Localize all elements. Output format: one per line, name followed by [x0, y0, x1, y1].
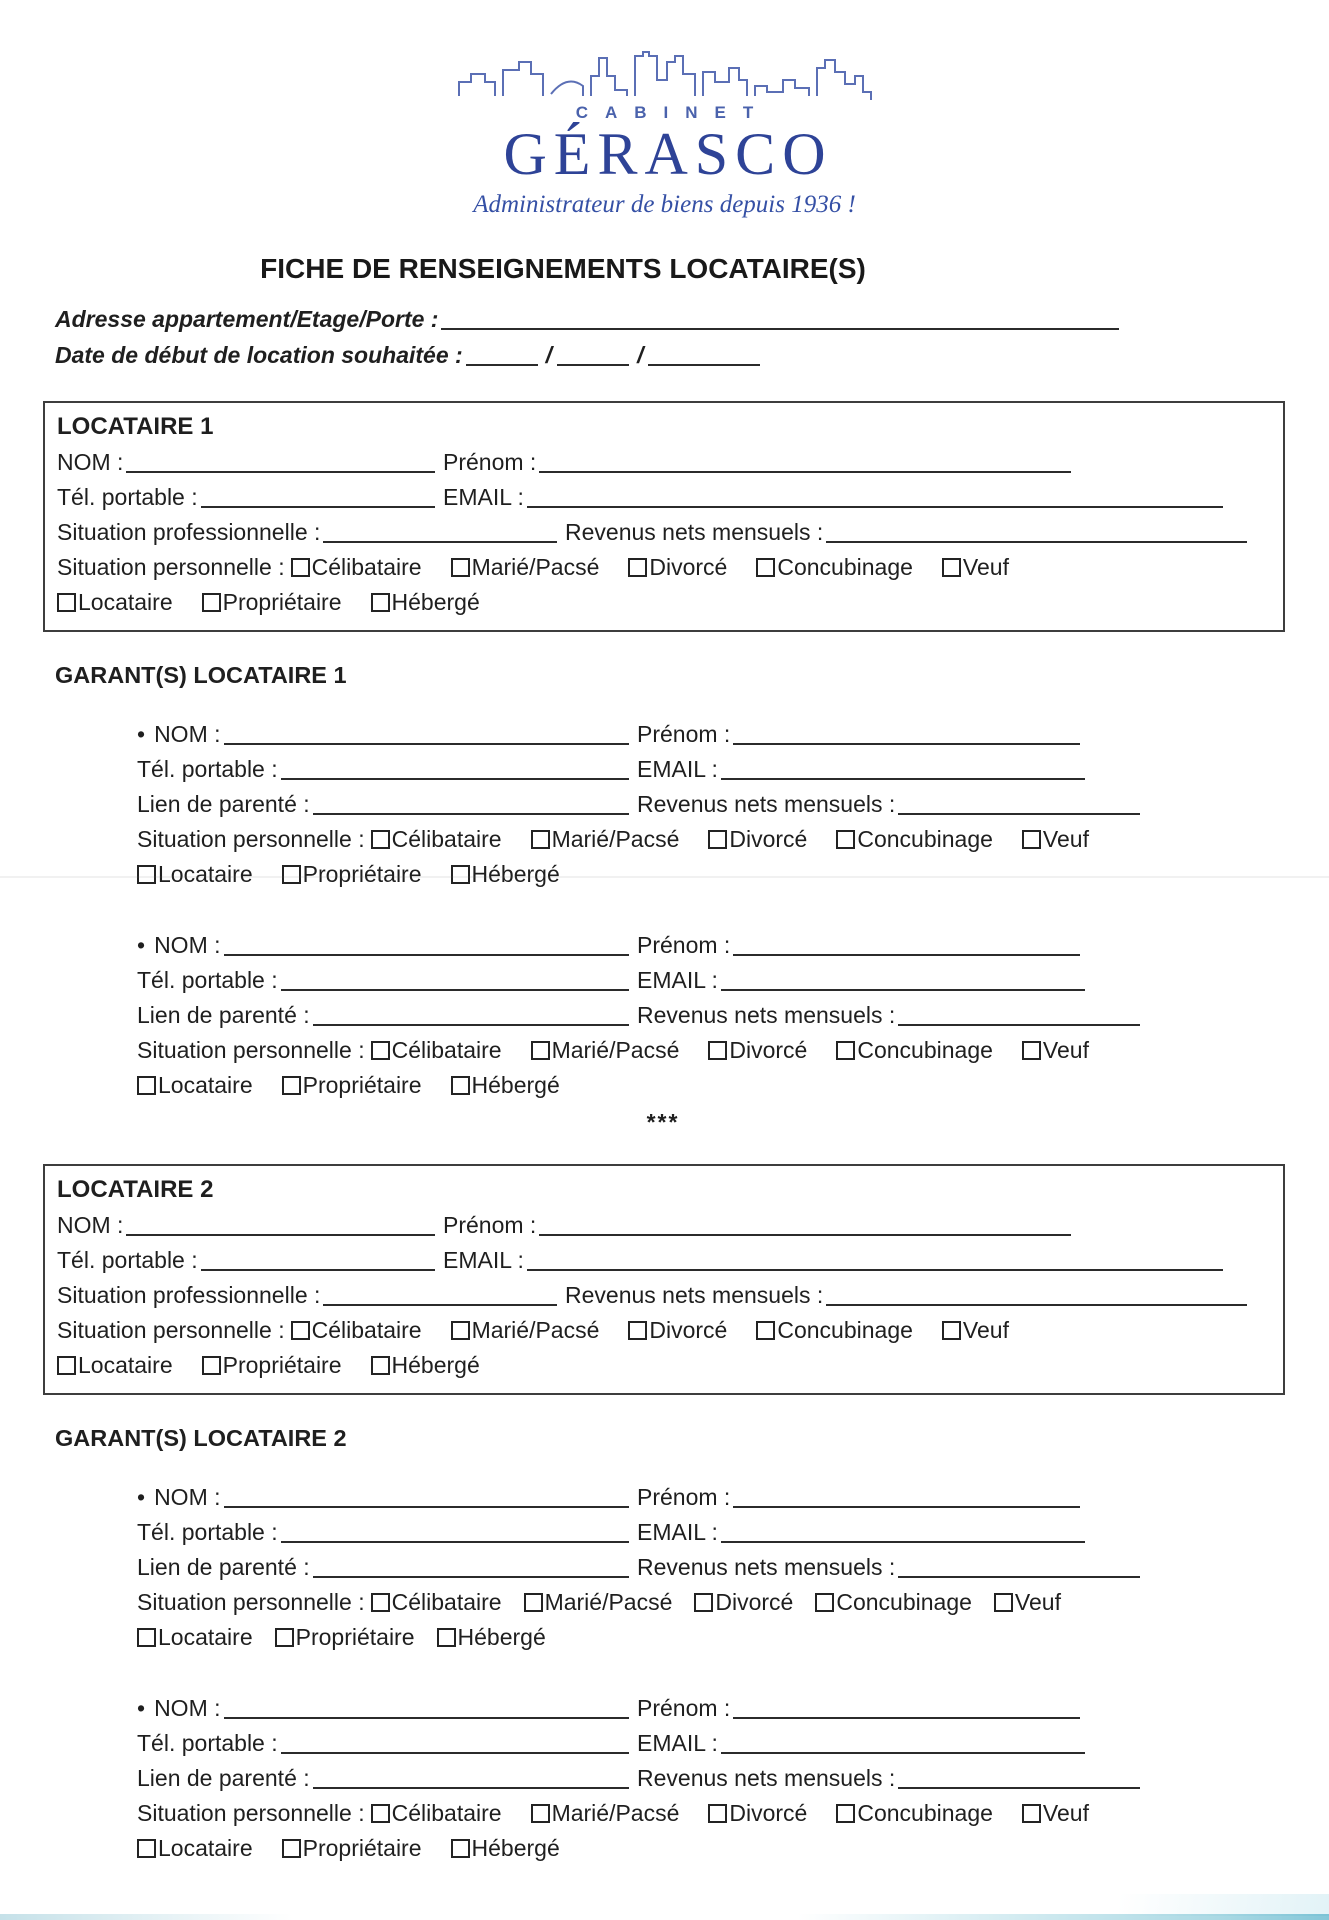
- checkbox-label-proprietaire: Propriétaire: [302, 1072, 422, 1098]
- checkbox-label-concubinage: Concubinage: [777, 1317, 913, 1343]
- locataire2-nom-row: [57, 1208, 1271, 1243]
- address-row: [55, 301, 1329, 337]
- locataire2-situation-pro-row: [57, 1278, 1271, 1313]
- garant2a-nom-field[interactable]: [224, 1506, 629, 1508]
- tel-label: Tél. portable :: [137, 1730, 278, 1756]
- checkbox-option-concubinage: [815, 1585, 972, 1620]
- date-day-field[interactable]: [466, 364, 538, 366]
- checkbox-option-veuf: [942, 550, 1009, 585]
- garant2b-revenus-field[interactable]: [898, 1787, 1140, 1789]
- checkbox-label-celibataire: Célibataire: [391, 1800, 502, 1826]
- garant2a-email-field[interactable]: [721, 1541, 1085, 1543]
- date-month-field[interactable]: [557, 364, 629, 366]
- checkbox-marie-pacse[interactable]: [531, 1804, 550, 1823]
- checkbox-proprietaire[interactable]: [202, 1356, 221, 1375]
- locataire2-title: LOCATAIRE 2: [57, 1176, 214, 1203]
- checkbox-heberge[interactable]: [451, 865, 470, 884]
- garant-situation-perso-row: [137, 822, 1285, 857]
- checkbox-proprietaire[interactable]: [275, 1628, 294, 1647]
- checkbox-concubinage[interactable]: [756, 558, 775, 577]
- date-separator: /: [545, 342, 553, 368]
- checkbox-celibataire[interactable]: [291, 558, 310, 577]
- checkbox-option-locataire: [137, 1620, 253, 1655]
- garant2b-nom-field[interactable]: [224, 1717, 629, 1719]
- checkbox-label-concubinage: Concubinage: [857, 1037, 993, 1063]
- checkbox-veuf[interactable]: [1022, 1804, 1041, 1823]
- checkbox-marie-pacse[interactable]: [531, 1041, 550, 1060]
- checkbox-label-marie-pacse: Marié/Pacsé: [471, 1317, 600, 1343]
- garant-lien-row: [137, 1761, 1285, 1796]
- date-separator: /: [637, 342, 644, 368]
- lien-parente-label: Lien de parenté :: [137, 791, 310, 817]
- checkbox-option-veuf: [1022, 822, 1089, 857]
- checkbox-option-locataire: [137, 1068, 253, 1103]
- locataire1-section: [43, 401, 1285, 632]
- garant-housing-row: [137, 1620, 1285, 1655]
- garant1b-email-field[interactable]: [721, 989, 1085, 991]
- checkbox-marie-pacse[interactable]: [451, 1321, 470, 1340]
- address-label: Adresse appartement/Etage/Porte :: [55, 306, 439, 332]
- situation-perso-label: Situation personnelle :: [137, 1037, 365, 1063]
- nom-label: NOM :: [154, 932, 221, 958]
- checkbox-marie-pacse[interactable]: [451, 558, 470, 577]
- locataire2-section: [43, 1164, 1285, 1395]
- logo-tagline: Administrateur de biens depuis 1936 !: [473, 191, 856, 218]
- checkbox-label-locataire: Locataire: [158, 1072, 253, 1098]
- bullet: •: [137, 1484, 146, 1510]
- checkbox-label-locataire: Locataire: [158, 1835, 253, 1861]
- checkbox-option-heberge: [371, 1348, 480, 1383]
- checkbox-option-celibataire: [371, 1585, 502, 1620]
- garant2b-tel-field[interactable]: [281, 1752, 629, 1754]
- checkbox-celibataire[interactable]: [371, 830, 390, 849]
- logo-name: GÉRASCO: [503, 121, 833, 187]
- checkbox-option-heberge: [451, 1831, 560, 1866]
- garant2a-tel-field[interactable]: [281, 1541, 629, 1543]
- garant-lien-row: [137, 1550, 1285, 1585]
- checkbox-label-heberge: Hébergé: [457, 1624, 546, 1650]
- address-field[interactable]: [441, 328, 1119, 330]
- garant1b-revenus-field[interactable]: [898, 1024, 1140, 1026]
- checkbox-label-marie-pacse: Marié/Pacsé: [544, 1589, 673, 1615]
- checkbox-marie-pacse[interactable]: [524, 1593, 543, 1612]
- garant-situation-perso-row: [137, 1585, 1285, 1620]
- garant1b-tel-field[interactable]: [281, 989, 629, 991]
- locataire1-prenom-field[interactable]: [539, 471, 1071, 473]
- checkbox-heberge[interactable]: [451, 1076, 470, 1095]
- checkbox-concubinage[interactable]: [836, 1041, 855, 1060]
- checkbox-label-marie-pacse: Marié/Pacsé: [551, 826, 680, 852]
- checkbox-label-locataire: Locataire: [158, 861, 253, 887]
- checkbox-divorce[interactable]: [708, 1804, 727, 1823]
- checkbox-label-divorce: Divorcé: [729, 1037, 808, 1063]
- garant2b-prenom-field[interactable]: [733, 1717, 1080, 1719]
- checkbox-option-proprietaire: [275, 1620, 415, 1655]
- locataire2-email-field[interactable]: [527, 1269, 1223, 1271]
- checkbox-option-celibataire: [371, 1796, 502, 1831]
- checkbox-celibataire[interactable]: [291, 1321, 310, 1340]
- nom-label: NOM :: [57, 449, 124, 475]
- email-label: EMAIL :: [637, 756, 718, 782]
- checkbox-option-heberge: [437, 1620, 546, 1655]
- checkbox-label-concubinage: Concubinage: [857, 826, 993, 852]
- checkbox-option-divorce: [708, 822, 807, 857]
- checkbox-option-concubinage: [756, 1313, 913, 1348]
- checkbox-option-veuf: [1022, 1796, 1089, 1831]
- checkbox-option-proprietaire: [202, 585, 342, 620]
- checkbox-proprietaire[interactable]: [282, 1839, 301, 1858]
- garant2b-marital-options: [371, 1796, 1089, 1831]
- checkbox-option-heberge: [371, 585, 480, 620]
- locataire1-tel-field[interactable]: [201, 506, 435, 508]
- checkbox-locataire[interactable]: [137, 1839, 156, 1858]
- locataire2-marital-options: [291, 1313, 1009, 1348]
- checkbox-option-concubinage: [836, 1796, 993, 1831]
- garant-lien-row: [137, 998, 1285, 1033]
- checkbox-veuf[interactable]: [942, 558, 961, 577]
- garant2a-marital-options: [371, 1585, 1061, 1620]
- checkbox-divorce[interactable]: [708, 830, 727, 849]
- garant-tel-row: [137, 963, 1285, 998]
- checkbox-label-celibataire: Célibataire: [391, 1589, 502, 1615]
- checkbox-celibataire[interactable]: [371, 1593, 390, 1612]
- checkbox-label-proprietaire: Propriétaire: [302, 861, 422, 887]
- garant-nom-row: [137, 1480, 1285, 1515]
- situation-pro-label: Situation professionnelle :: [57, 519, 321, 545]
- checkbox-option-veuf: [994, 1585, 1061, 1620]
- revenus-label: Revenus nets mensuels :: [637, 1002, 896, 1028]
- garant-housing-row: [137, 1068, 1285, 1103]
- garant-nom-row: [137, 717, 1285, 752]
- locataire2-nom-field[interactable]: [126, 1234, 435, 1236]
- nom-label: NOM :: [154, 721, 221, 747]
- garant2-block2: [137, 1691, 1285, 1866]
- checkbox-divorce[interactable]: [628, 558, 647, 577]
- checkbox-label-celibataire: Célibataire: [311, 554, 422, 580]
- garant1b-marital-options: [371, 1033, 1089, 1068]
- garant1-block2: [137, 928, 1285, 1103]
- scan-edge-wash: [1119, 1894, 1329, 1916]
- checkbox-option-marie-pacse: [531, 1033, 680, 1068]
- garant-tel-row: [137, 752, 1285, 787]
- checkbox-option-locataire: [57, 1348, 173, 1383]
- garant1-block1: [137, 717, 1285, 892]
- prenom-label: Prénom :: [637, 1695, 731, 1721]
- checkbox-label-veuf: Veuf: [962, 1317, 1009, 1343]
- checkbox-option-veuf: [1022, 1033, 1089, 1068]
- checkbox-label-veuf: Veuf: [1042, 1037, 1089, 1063]
- checkbox-option-marie-pacse: [451, 550, 600, 585]
- email-label: EMAIL :: [637, 967, 718, 993]
- checkbox-label-marie-pacse: Marié/Pacsé: [551, 1037, 680, 1063]
- checkbox-concubinage[interactable]: [815, 1593, 834, 1612]
- checkbox-option-locataire: [57, 585, 173, 620]
- lien-parente-label: Lien de parenté :: [137, 1765, 310, 1791]
- checkbox-label-heberge: Hébergé: [391, 589, 480, 615]
- checkbox-label-proprietaire: Propriétaire: [295, 1624, 415, 1650]
- checkbox-proprietaire[interactable]: [282, 1076, 301, 1095]
- checkbox-label-veuf: Veuf: [1042, 1800, 1089, 1826]
- checkbox-option-marie-pacse: [531, 1796, 680, 1831]
- checkbox-label-divorce: Divorcé: [649, 554, 728, 580]
- bullet: •: [137, 932, 146, 958]
- checkbox-label-concubinage: Concubinage: [836, 1589, 972, 1615]
- locataire1-title: LOCATAIRE 1: [57, 413, 214, 440]
- checkbox-label-concubinage: Concubinage: [777, 554, 913, 580]
- bullet: •: [137, 721, 146, 747]
- garant-tel-row: [137, 1726, 1285, 1761]
- checkbox-heberge[interactable]: [371, 593, 390, 612]
- checkbox-heberge[interactable]: [437, 1628, 456, 1647]
- checkbox-label-celibataire: Célibataire: [391, 1037, 502, 1063]
- revenus-label: Revenus nets mensuels :: [637, 1554, 896, 1580]
- prenom-label: Prénom :: [443, 449, 537, 475]
- checkbox-label-heberge: Hébergé: [471, 861, 560, 887]
- checkbox-option-divorce: [708, 1033, 807, 1068]
- checkbox-heberge[interactable]: [371, 1356, 390, 1375]
- logo: [385, 0, 945, 219]
- checkbox-label-celibataire: Célibataire: [391, 826, 502, 852]
- checkbox-heberge[interactable]: [451, 1839, 470, 1858]
- checkbox-option-heberge: [451, 1068, 560, 1103]
- checkbox-divorce[interactable]: [628, 1321, 647, 1340]
- city-skyline-icon: [455, 46, 875, 101]
- tel-label: Tél. portable :: [57, 484, 198, 510]
- checkbox-option-marie-pacse: [524, 1585, 673, 1620]
- garant2b-housing-options: [137, 1831, 560, 1866]
- checkbox-option-celibataire: [291, 1313, 422, 1348]
- email-label: EMAIL :: [637, 1519, 718, 1545]
- checkbox-option-celibataire: [291, 550, 422, 585]
- situation-perso-label: Situation personnelle :: [137, 1589, 365, 1615]
- nom-label: NOM :: [154, 1695, 221, 1721]
- logo-cabinet-text: CABINET: [575, 103, 771, 122]
- checkbox-label-divorce: Divorcé: [715, 1589, 794, 1615]
- checkbox-veuf[interactable]: [1022, 1041, 1041, 1060]
- locataire1-marital-options: [291, 550, 1009, 585]
- garant-nom-row: [137, 928, 1285, 963]
- checkbox-option-locataire: [137, 857, 253, 892]
- checkbox-locataire[interactable]: [137, 865, 156, 884]
- garant2b-lien-field[interactable]: [313, 1787, 629, 1789]
- checkbox-label-heberge: Hébergé: [471, 1072, 560, 1098]
- checkbox-celibataire[interactable]: [371, 1041, 390, 1060]
- garant1b-housing-options: [137, 1068, 560, 1103]
- checkbox-option-concubinage: [836, 822, 993, 857]
- locataire2-situation-perso-row: [57, 1313, 1271, 1348]
- checkbox-concubinage[interactable]: [836, 1804, 855, 1823]
- situation-perso-label: Situation personnelle :: [57, 1317, 285, 1343]
- checkbox-divorce[interactable]: [694, 1593, 713, 1612]
- revenus-label: Revenus nets mensuels :: [637, 791, 896, 817]
- locataire1-email-field[interactable]: [527, 506, 1223, 508]
- tel-label: Tél. portable :: [137, 756, 278, 782]
- checkbox-option-marie-pacse: [531, 822, 680, 857]
- checkbox-option-divorce: [708, 1796, 807, 1831]
- garant2-block1: [137, 1480, 1285, 1655]
- garant1a-lien-field[interactable]: [313, 813, 629, 815]
- revenus-label: Revenus nets mensuels :: [565, 519, 824, 545]
- garant1a-email-field[interactable]: [721, 778, 1085, 780]
- locataire1-housing-row: [57, 585, 1271, 620]
- checkbox-label-veuf: Veuf: [1042, 826, 1089, 852]
- locataire1-revenus-field[interactable]: [826, 541, 1247, 543]
- locataire1-situation-pro-row: [57, 515, 1271, 550]
- locataire2-tel-row: [57, 1243, 1271, 1278]
- locataire1-situation-pro-field[interactable]: [323, 541, 557, 543]
- garant2a-prenom-field[interactable]: [733, 1506, 1080, 1508]
- checkbox-option-divorce: [628, 550, 727, 585]
- checkbox-label-divorce: Divorcé: [729, 826, 808, 852]
- garant-tel-row: [137, 1515, 1285, 1550]
- revenus-label: Revenus nets mensuels :: [637, 1765, 896, 1791]
- garant-nom-row: [137, 1691, 1285, 1726]
- checkbox-veuf[interactable]: [1022, 830, 1041, 849]
- checkbox-label-veuf: Veuf: [962, 554, 1009, 580]
- garant2b-email-field[interactable]: [721, 1752, 1085, 1754]
- garant1a-prenom-field[interactable]: [733, 743, 1080, 745]
- checkbox-locataire[interactable]: [137, 1628, 156, 1647]
- prenom-label: Prénom :: [637, 721, 731, 747]
- checkbox-option-proprietaire: [202, 1348, 342, 1383]
- checkbox-veuf[interactable]: [942, 1321, 961, 1340]
- situation-pro-label: Situation professionnelle :: [57, 1282, 321, 1308]
- garant-housing-row: [137, 857, 1285, 892]
- nom-label: NOM :: [154, 1484, 221, 1510]
- checkbox-option-divorce: [694, 1585, 793, 1620]
- checkbox-option-concubinage: [756, 550, 913, 585]
- prenom-label: Prénom :: [637, 932, 731, 958]
- form-title: FICHE DE RENSEIGNEMENTS LOCATAIRE(S): [260, 253, 866, 284]
- garant1a-tel-field[interactable]: [281, 778, 629, 780]
- checkbox-label-divorce: Divorcé: [729, 1800, 808, 1826]
- garant1b-prenom-field[interactable]: [733, 954, 1080, 956]
- checkbox-marie-pacse[interactable]: [531, 830, 550, 849]
- checkbox-option-proprietaire: [282, 1831, 422, 1866]
- bullet: •: [137, 1695, 146, 1721]
- nom-label: NOM :: [57, 1212, 124, 1238]
- revenus-label: Revenus nets mensuels :: [565, 1282, 824, 1308]
- locataire1-nom-row: [57, 445, 1271, 480]
- locataire1-tel-row: [57, 480, 1271, 515]
- garant1a-nom-field[interactable]: [224, 743, 629, 745]
- checkbox-option-celibataire: [371, 1033, 502, 1068]
- checkbox-proprietaire[interactable]: [282, 865, 301, 884]
- checkbox-proprietaire[interactable]: [202, 593, 221, 612]
- checkbox-concubinage[interactable]: [836, 830, 855, 849]
- checkbox-locataire[interactable]: [137, 1076, 156, 1095]
- locataire2-situation-pro-field[interactable]: [323, 1304, 557, 1306]
- prenom-label: Prénom :: [637, 1484, 731, 1510]
- locataire1-nom-field[interactable]: [126, 471, 435, 473]
- garant1a-marital-options: [371, 822, 1089, 857]
- garant1b-lien-field[interactable]: [313, 1024, 629, 1026]
- date-row: [55, 337, 1329, 373]
- tel-label: Tél. portable :: [137, 1519, 278, 1545]
- checkbox-divorce[interactable]: [708, 1041, 727, 1060]
- prenom-label: Prénom :: [443, 1212, 537, 1238]
- situation-perso-label: Situation personnelle :: [57, 554, 285, 580]
- lien-parente-label: Lien de parenté :: [137, 1554, 310, 1580]
- checkbox-label-marie-pacse: Marié/Pacsé: [471, 554, 600, 580]
- checkbox-option-veuf: [942, 1313, 1009, 1348]
- checkbox-label-proprietaire: Propriétaire: [222, 589, 342, 615]
- scan-bottom-edge: [0, 1914, 1329, 1920]
- garant2a-revenus-field[interactable]: [898, 1576, 1140, 1578]
- garant2a-housing-options: [137, 1620, 546, 1655]
- checkbox-label-locataire: Locataire: [78, 589, 173, 615]
- checkbox-label-proprietaire: Propriétaire: [302, 1835, 422, 1861]
- checkbox-locataire[interactable]: [57, 593, 76, 612]
- checkbox-label-heberge: Hébergé: [471, 1835, 560, 1861]
- garant2a-lien-field[interactable]: [313, 1576, 629, 1578]
- checkbox-label-locataire: Locataire: [78, 1352, 173, 1378]
- intro-fields: [55, 301, 1329, 373]
- email-label: EMAIL :: [443, 484, 524, 510]
- section-separator: ***: [646, 1109, 680, 1135]
- checkbox-label-concubinage: Concubinage: [857, 1800, 993, 1826]
- garant2-title: GARANT(S) LOCATAIRE 2: [55, 1425, 347, 1451]
- lien-parente-label: Lien de parenté :: [137, 1002, 310, 1028]
- checkbox-option-proprietaire: [282, 857, 422, 892]
- locataire2-revenus-field[interactable]: [826, 1304, 1247, 1306]
- checkbox-label-heberge: Hébergé: [391, 1352, 480, 1378]
- situation-perso-label: Situation personnelle :: [137, 1800, 365, 1826]
- checkbox-label-locataire: Locataire: [158, 1624, 253, 1650]
- garant-situation-perso-row: [137, 1796, 1285, 1831]
- garant-housing-row: [137, 1831, 1285, 1866]
- email-label: EMAIL :: [443, 1247, 524, 1273]
- garant1-title: GARANT(S) LOCATAIRE 1: [55, 662, 347, 688]
- garant1a-housing-options: [137, 857, 560, 892]
- checkbox-concubinage[interactable]: [756, 1321, 775, 1340]
- garant1a-revenus-field[interactable]: [898, 813, 1140, 815]
- garant1b-nom-field[interactable]: [224, 954, 629, 956]
- checkbox-celibataire[interactable]: [371, 1804, 390, 1823]
- checkbox-label-celibataire: Célibataire: [311, 1317, 422, 1343]
- locataire2-prenom-field[interactable]: [539, 1234, 1071, 1236]
- tel-label: Tél. portable :: [57, 1247, 198, 1273]
- locataire2-housing-options: [57, 1348, 480, 1383]
- checkbox-label-veuf: Veuf: [1014, 1589, 1061, 1615]
- locataire2-tel-field[interactable]: [201, 1269, 435, 1271]
- situation-perso-label: Situation personnelle :: [137, 826, 365, 852]
- checkbox-veuf[interactable]: [994, 1593, 1013, 1612]
- checkbox-option-divorce: [628, 1313, 727, 1348]
- garant-lien-row: [137, 787, 1285, 822]
- checkbox-label-marie-pacse: Marié/Pacsé: [551, 1800, 680, 1826]
- checkbox-label-divorce: Divorcé: [649, 1317, 728, 1343]
- checkbox-option-marie-pacse: [451, 1313, 600, 1348]
- checkbox-option-celibataire: [371, 822, 502, 857]
- checkbox-label-proprietaire: Propriétaire: [222, 1352, 342, 1378]
- date-year-field[interactable]: [648, 364, 760, 366]
- scan-artifact-line: [0, 876, 1329, 878]
- locataire2-housing-row: [57, 1348, 1271, 1383]
- garant-situation-perso-row: [137, 1033, 1285, 1068]
- date-label: Date de début de location souhaitée :: [55, 342, 463, 368]
- checkbox-locataire[interactable]: [57, 1356, 76, 1375]
- locataire1-housing-options: [57, 585, 480, 620]
- checkbox-option-proprietaire: [282, 1068, 422, 1103]
- checkbox-option-concubinage: [836, 1033, 993, 1068]
- checkbox-option-heberge: [451, 857, 560, 892]
- email-label: EMAIL :: [637, 1730, 718, 1756]
- tel-label: Tél. portable :: [137, 967, 278, 993]
- checkbox-option-locataire: [137, 1831, 253, 1866]
- locataire1-situation-perso-row: [57, 550, 1271, 585]
